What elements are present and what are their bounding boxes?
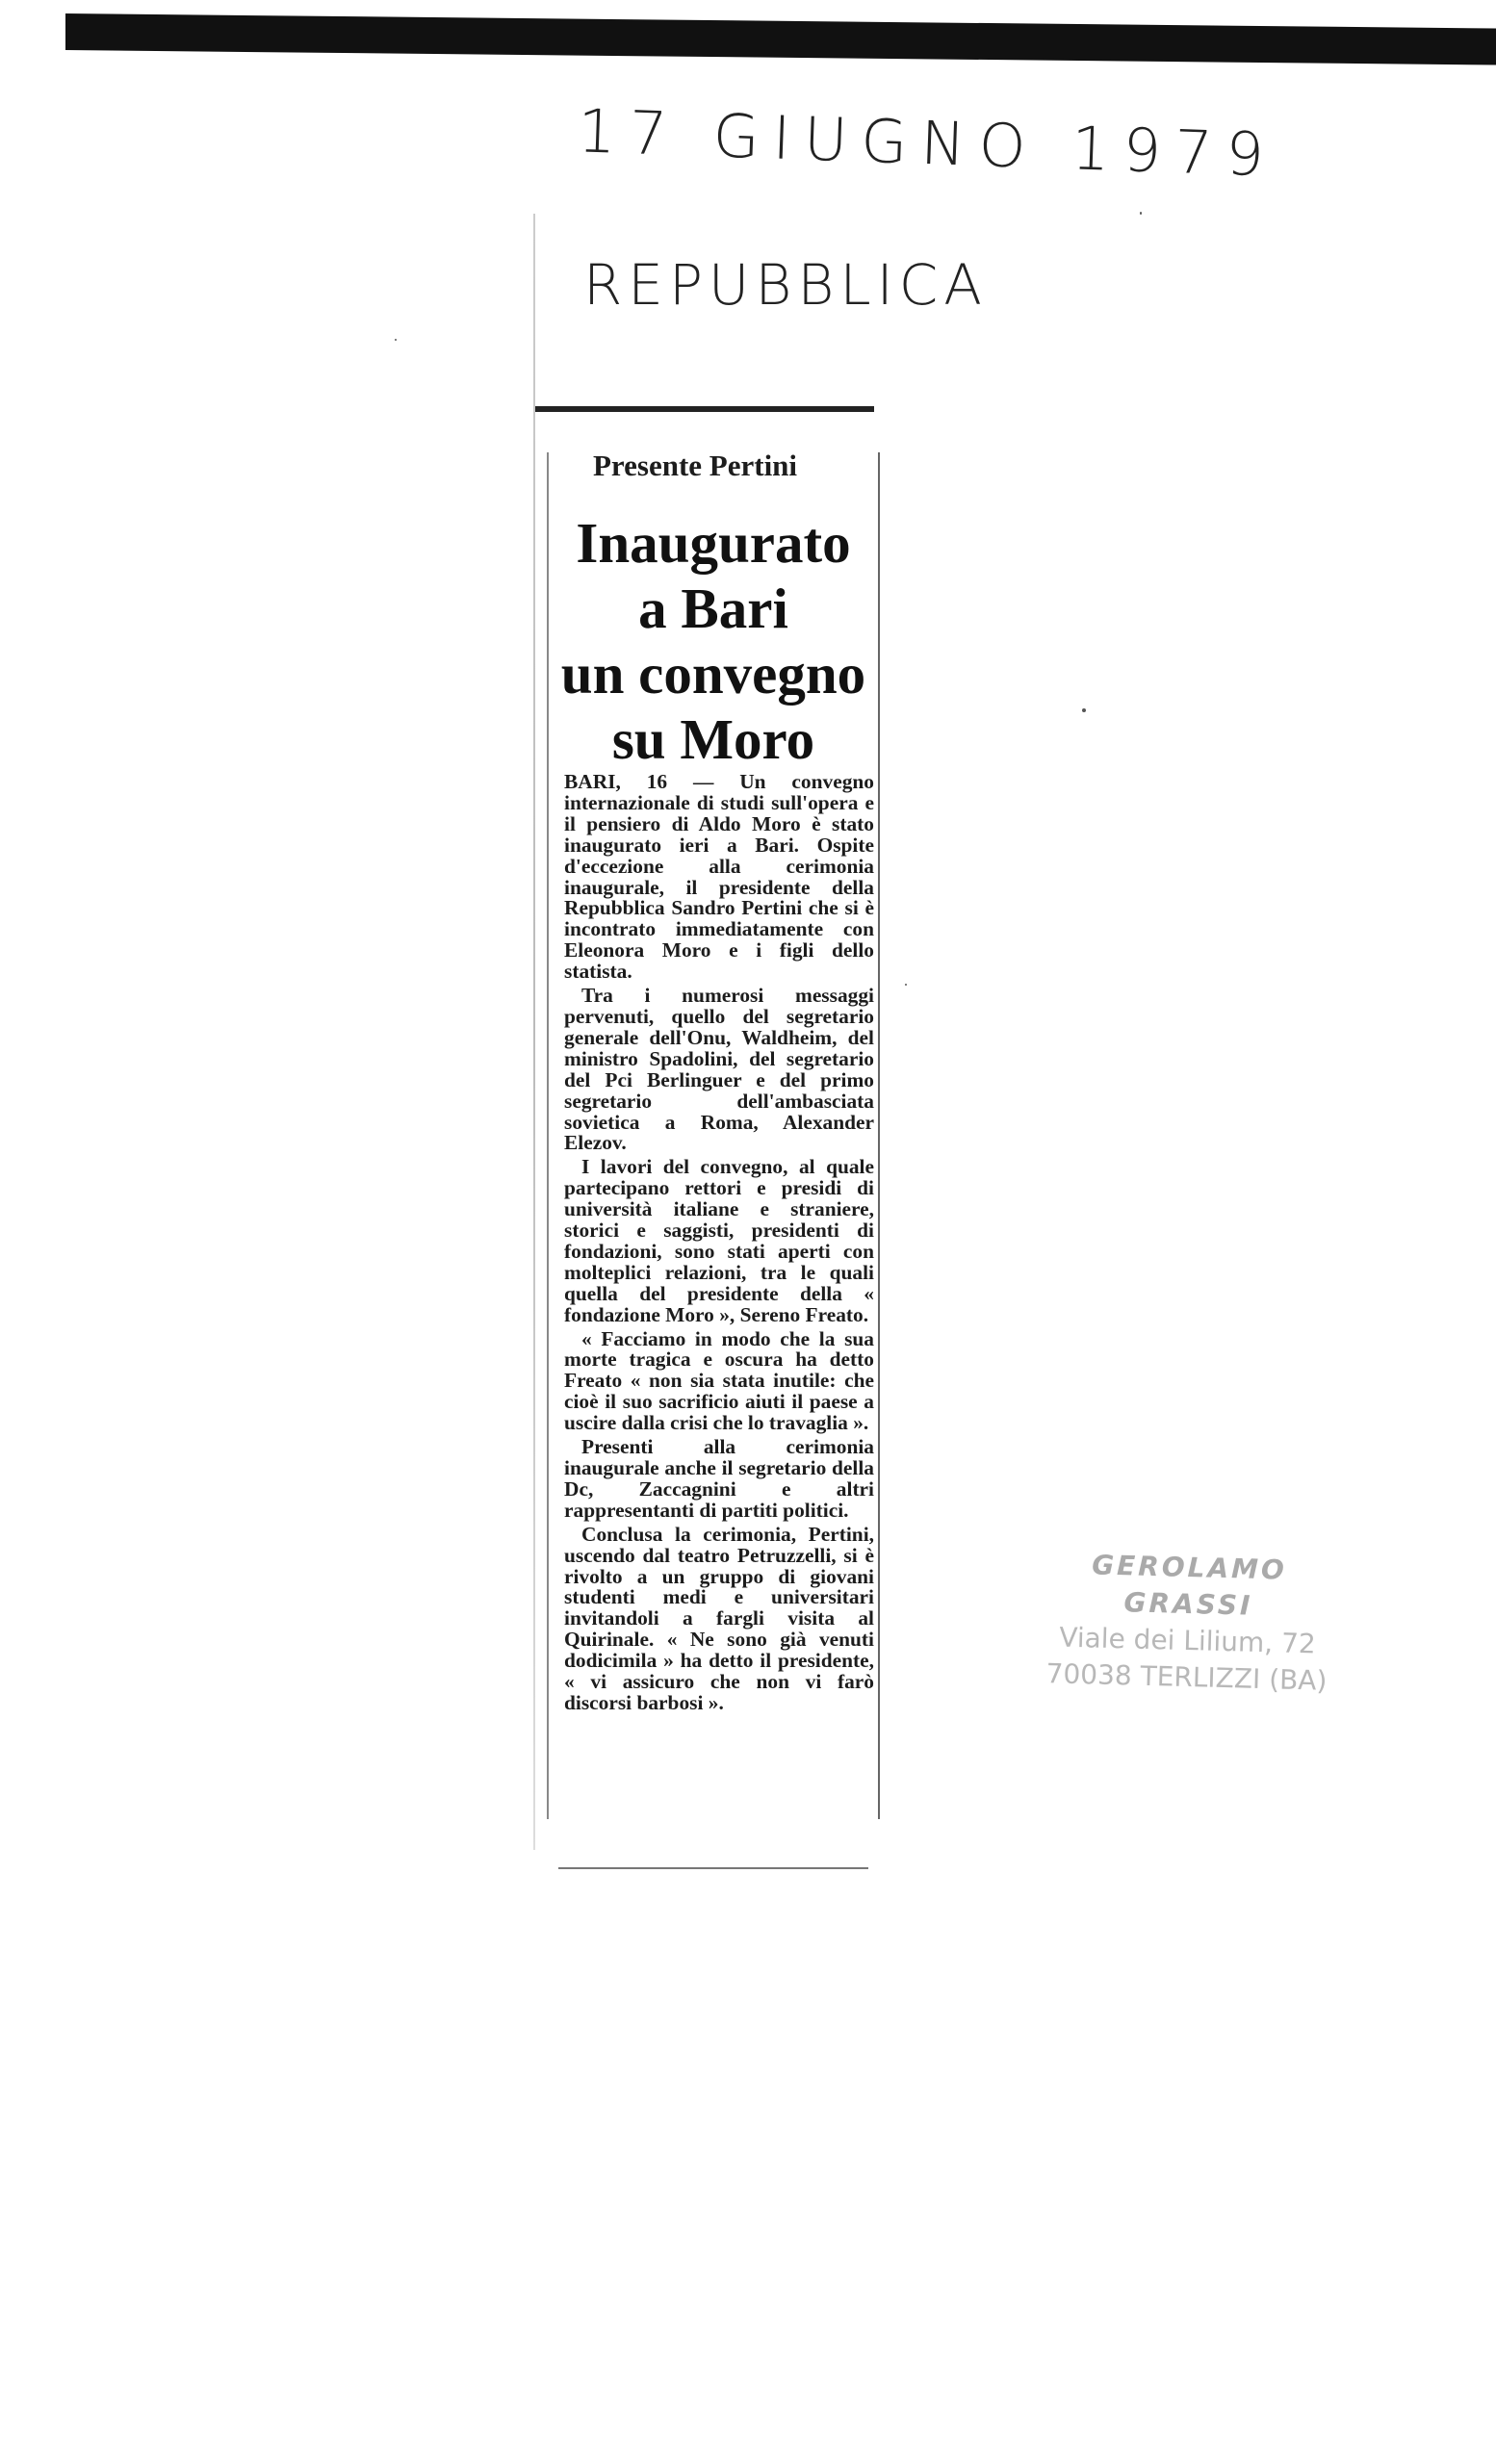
column-left-edge — [547, 452, 549, 1819]
column-right-edge — [878, 452, 880, 1819]
article-body — [564, 772, 874, 1717]
headline-line: a Bari — [638, 577, 788, 640]
address-stamp — [1022, 1546, 1354, 1701]
newspaper-clipping — [535, 406, 878, 1869]
handwritten-date: 17 GIUGNO 1979 — [576, 95, 1279, 191]
article-paragraph: Presenti alla cerimonia inaugurale anche il segretario della Dc, Zaccagnini e altri rappresentanti di partiti politici. — [564, 1435, 874, 1522]
article-paragraph: BARI, 16 — Un convegno internazionale di studi sull'opera e il pensiero di Aldo Moro è stato inaugurato ieri a Bari. Ospite d'eccezione alla cerimonia inaugurale, il presidente della Repubblica Sandro Pertini che si è incontrato immediatamente con Eleonora Moro e i figli dello statista. — [564, 770, 874, 984]
headline-line: su Moro — [611, 707, 815, 771]
handwritten-newspaper-name: REPUBBLICA — [583, 252, 988, 318]
article-paragraph: « Facciamo in modo che la sua morte tragica e oscura ha detto Freato « non sia stata inutile: che cioè il suo sacrificio aiuti il paese a uscire dalla crisi che lo travaglia ». — [564, 1326, 874, 1435]
headline-line: Inaugurato — [576, 511, 851, 575]
article-top-rule — [535, 406, 874, 412]
article-paragraph: I lavori del convegno, al quale partecipano rettori e presidi di università italiane e straniere, storici e saggisti, presidenti di fondazioni, sono stati aperti con molteplici relazioni, tra le quali quella del presidente della « fondazione Moro », Sereno Freato. — [564, 1155, 874, 1326]
scan-speck — [905, 984, 907, 986]
scan-top-border — [65, 13, 1496, 65]
stamp-city: 70038 TERLIZZI (BA) — [1045, 1657, 1328, 1697]
article-headline — [553, 510, 874, 772]
stamp-address: Viale dei Lilium, 72 — [1058, 1621, 1317, 1660]
scan-speck — [1140, 212, 1142, 215]
headline-line: un convegno — [560, 642, 866, 706]
stamp-name: GEROLAMO GRASSI — [1091, 1549, 1288, 1622]
scan-speck — [1082, 708, 1086, 712]
article-paragraph: Conclusa la cerimonia, Pertini, uscendo dal teatro Petruzzelli, si è rivolto a un gruppo di giovani studenti medi e universitari invitandoli a fargli visita al Quirinale. « Ne sono già venuti dodicimila » ha detto il presidente, « vi assicuro che non vi farò discorsi barbosi ». — [564, 1522, 874, 1714]
article-kicker: Presente Pertini — [593, 449, 798, 482]
scan-speck — [395, 339, 397, 341]
article-bottom-rule — [558, 1867, 868, 1869]
article-paragraph: Tra i numerosi messaggi pervenuti, quello del segretario generale dell'Onu, Waldheim, del ministro Spadolini, del segretario del Pci Berlinguer e del primo segretario dell'ambasciata sovietica a Roma, Alexander Elezov. — [564, 984, 874, 1155]
